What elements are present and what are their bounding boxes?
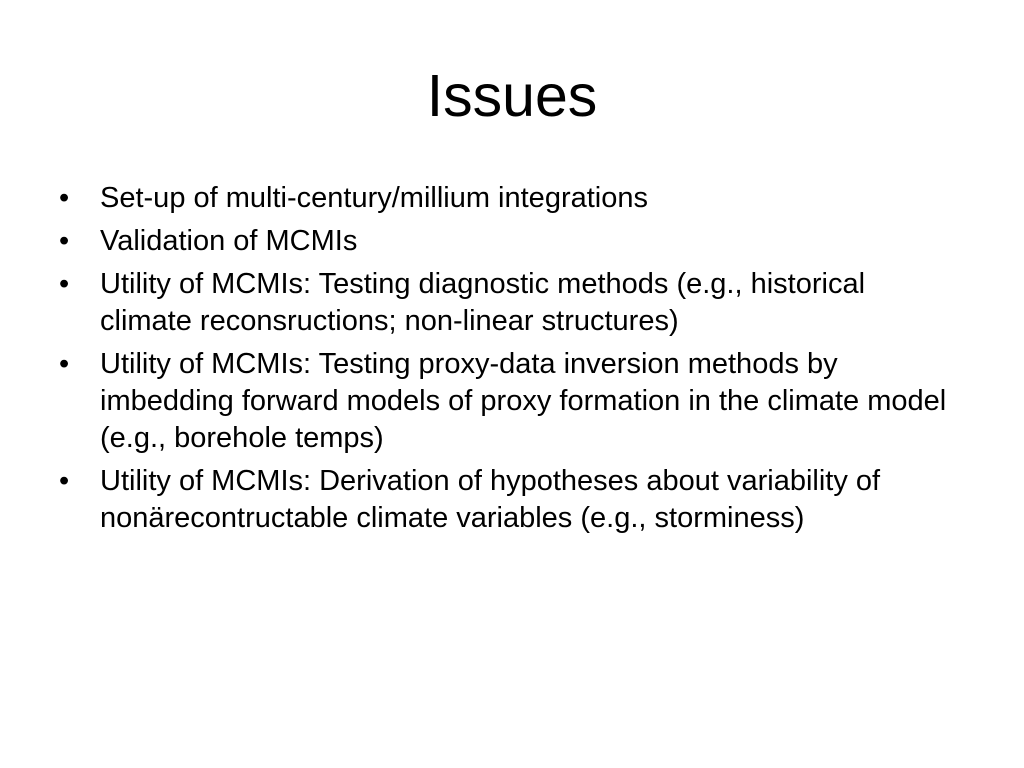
bullet-list [55,180,955,543]
bullet-item-setup [55,180,955,217]
bullet-text: Utility of MCMIs: Testing diagnostic methods (e.g., historical climate reconsructions; non-linear structures) [100,268,866,337]
bullet-text: Validation of MCMIs [100,225,358,257]
bullet-dot-icon: • [59,348,70,380]
slide-title: Issues [426,63,598,129]
bullet-text: Utility of MCMIs: Testing proxy-data inversion methods by imbedding forward models of proxy formation in the climate model (e.g., borehole temps) [100,348,947,454]
bullet-dot-icon: • [59,268,70,300]
bullet-item-proxy-inversion [55,346,955,457]
bullet-dot-icon: • [59,225,70,257]
bullet-dot-icon: • [59,182,70,214]
bullet-dot-icon: • [59,465,70,497]
bullet-item-validation [55,223,955,260]
bullet-text: Set-up of multi-century/millium integrations [100,182,648,214]
bullet-text: Utility of MCMIs: Derivation of hypotheses about variability of nonärecontructable climate variables (e.g., storminess) [100,465,881,534]
bullet-item-diagnostic-methods [55,266,955,340]
bullet-item-hypotheses [55,463,955,537]
